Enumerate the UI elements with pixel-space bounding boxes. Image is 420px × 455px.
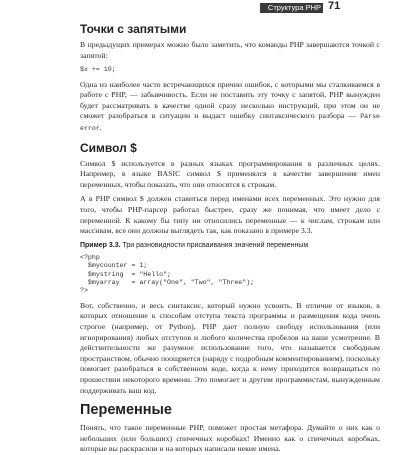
section-heading-dollar: Символ $ [80, 140, 137, 155]
paragraph: Вот, собственно, и весь синтаксис, который нужно усвоить. В отличие от языков, в которых отношение к способам отступа текста программы и размещения кода очень строгое (например, от Python), PHP дает полную свободу использования (или игнорирования) любых отступов и любого количества пробелов на ваше усмотрение. В действительности же разумное использование того, что называется свободным пространством, обычно поощряется (наряду с подробным комментированием), поскольку помогает разобраться в собственном коде, когда к нему приходится возвращаться по прошествии некоторого времени. Это помогает и другим программистам, вынужденным поддерживать ваш код. [80, 300, 380, 395]
paragraph: А в PHP символ $ должен ставиться перед именами всех переменных. Это нужно для того, чтобы PHP-парсер работал быстрее, сразу же понимая, что имеет дело с переменной. К какому бы типу ни относились переменные — к числам, строкам или массивам, все они должны выглядеть так, как показано в примере 3.3. [80, 194, 380, 236]
page-number: 71 [328, 0, 341, 12]
caption-text: Три разновидности присваивания значений переменным [122, 241, 309, 249]
section-heading-variables: Переменные [80, 402, 172, 419]
caption-label: Пример 3.3. [80, 241, 121, 249]
code-block: $x += 10; [80, 66, 116, 74]
paragraph-text: Одна из наиболее часто встречающихся причин ошибок, с которыми мы сталкиваемся в работе с PHP, — забывчивость. Если не поставить эту точку с запятой, PHP вынужден будет рассматривать в качестве одной сразу несколько инструкций, при этом он не сможет разобраться в ситуации и выдаст ошибку синтаксического разбора — [80, 79, 380, 121]
code-block: <?php $mycounter = 1; $mystring = "Hello"; $myarray = array("One", "Two", "Three"); ?> [80, 253, 255, 295]
inline-code: Parse error [80, 113, 380, 132]
running-header [260, 0, 420, 13]
example-caption [80, 241, 380, 250]
page-content [80, 22, 380, 455]
section-heading-semicolons: Точки с запятыми [80, 22, 187, 36]
chapter-title: Структура PHP [267, 3, 321, 12]
paragraph [80, 80, 380, 135]
paragraph-text: . [99, 122, 102, 132]
paragraph: Понять, что такое переменные PHP, поможет простая метафора. Думайте о них как о небольших (или больших) спичечных коробках! Именно как о спичечных коробках, которые вы раскрасили и на которых написали некие имена. [80, 423, 380, 454]
paragraph: Символ $ используется в разных языках программирования в различных целях. Например, в языке BASIC символ $ применялся в качестве завершения имен переменных, чтобы показать, что они относятся к строкам. [80, 158, 380, 189]
paragraph: В предыдущих примерах можно было заметить, что команды PHP завершаются точкой с запятой: [80, 40, 380, 60]
